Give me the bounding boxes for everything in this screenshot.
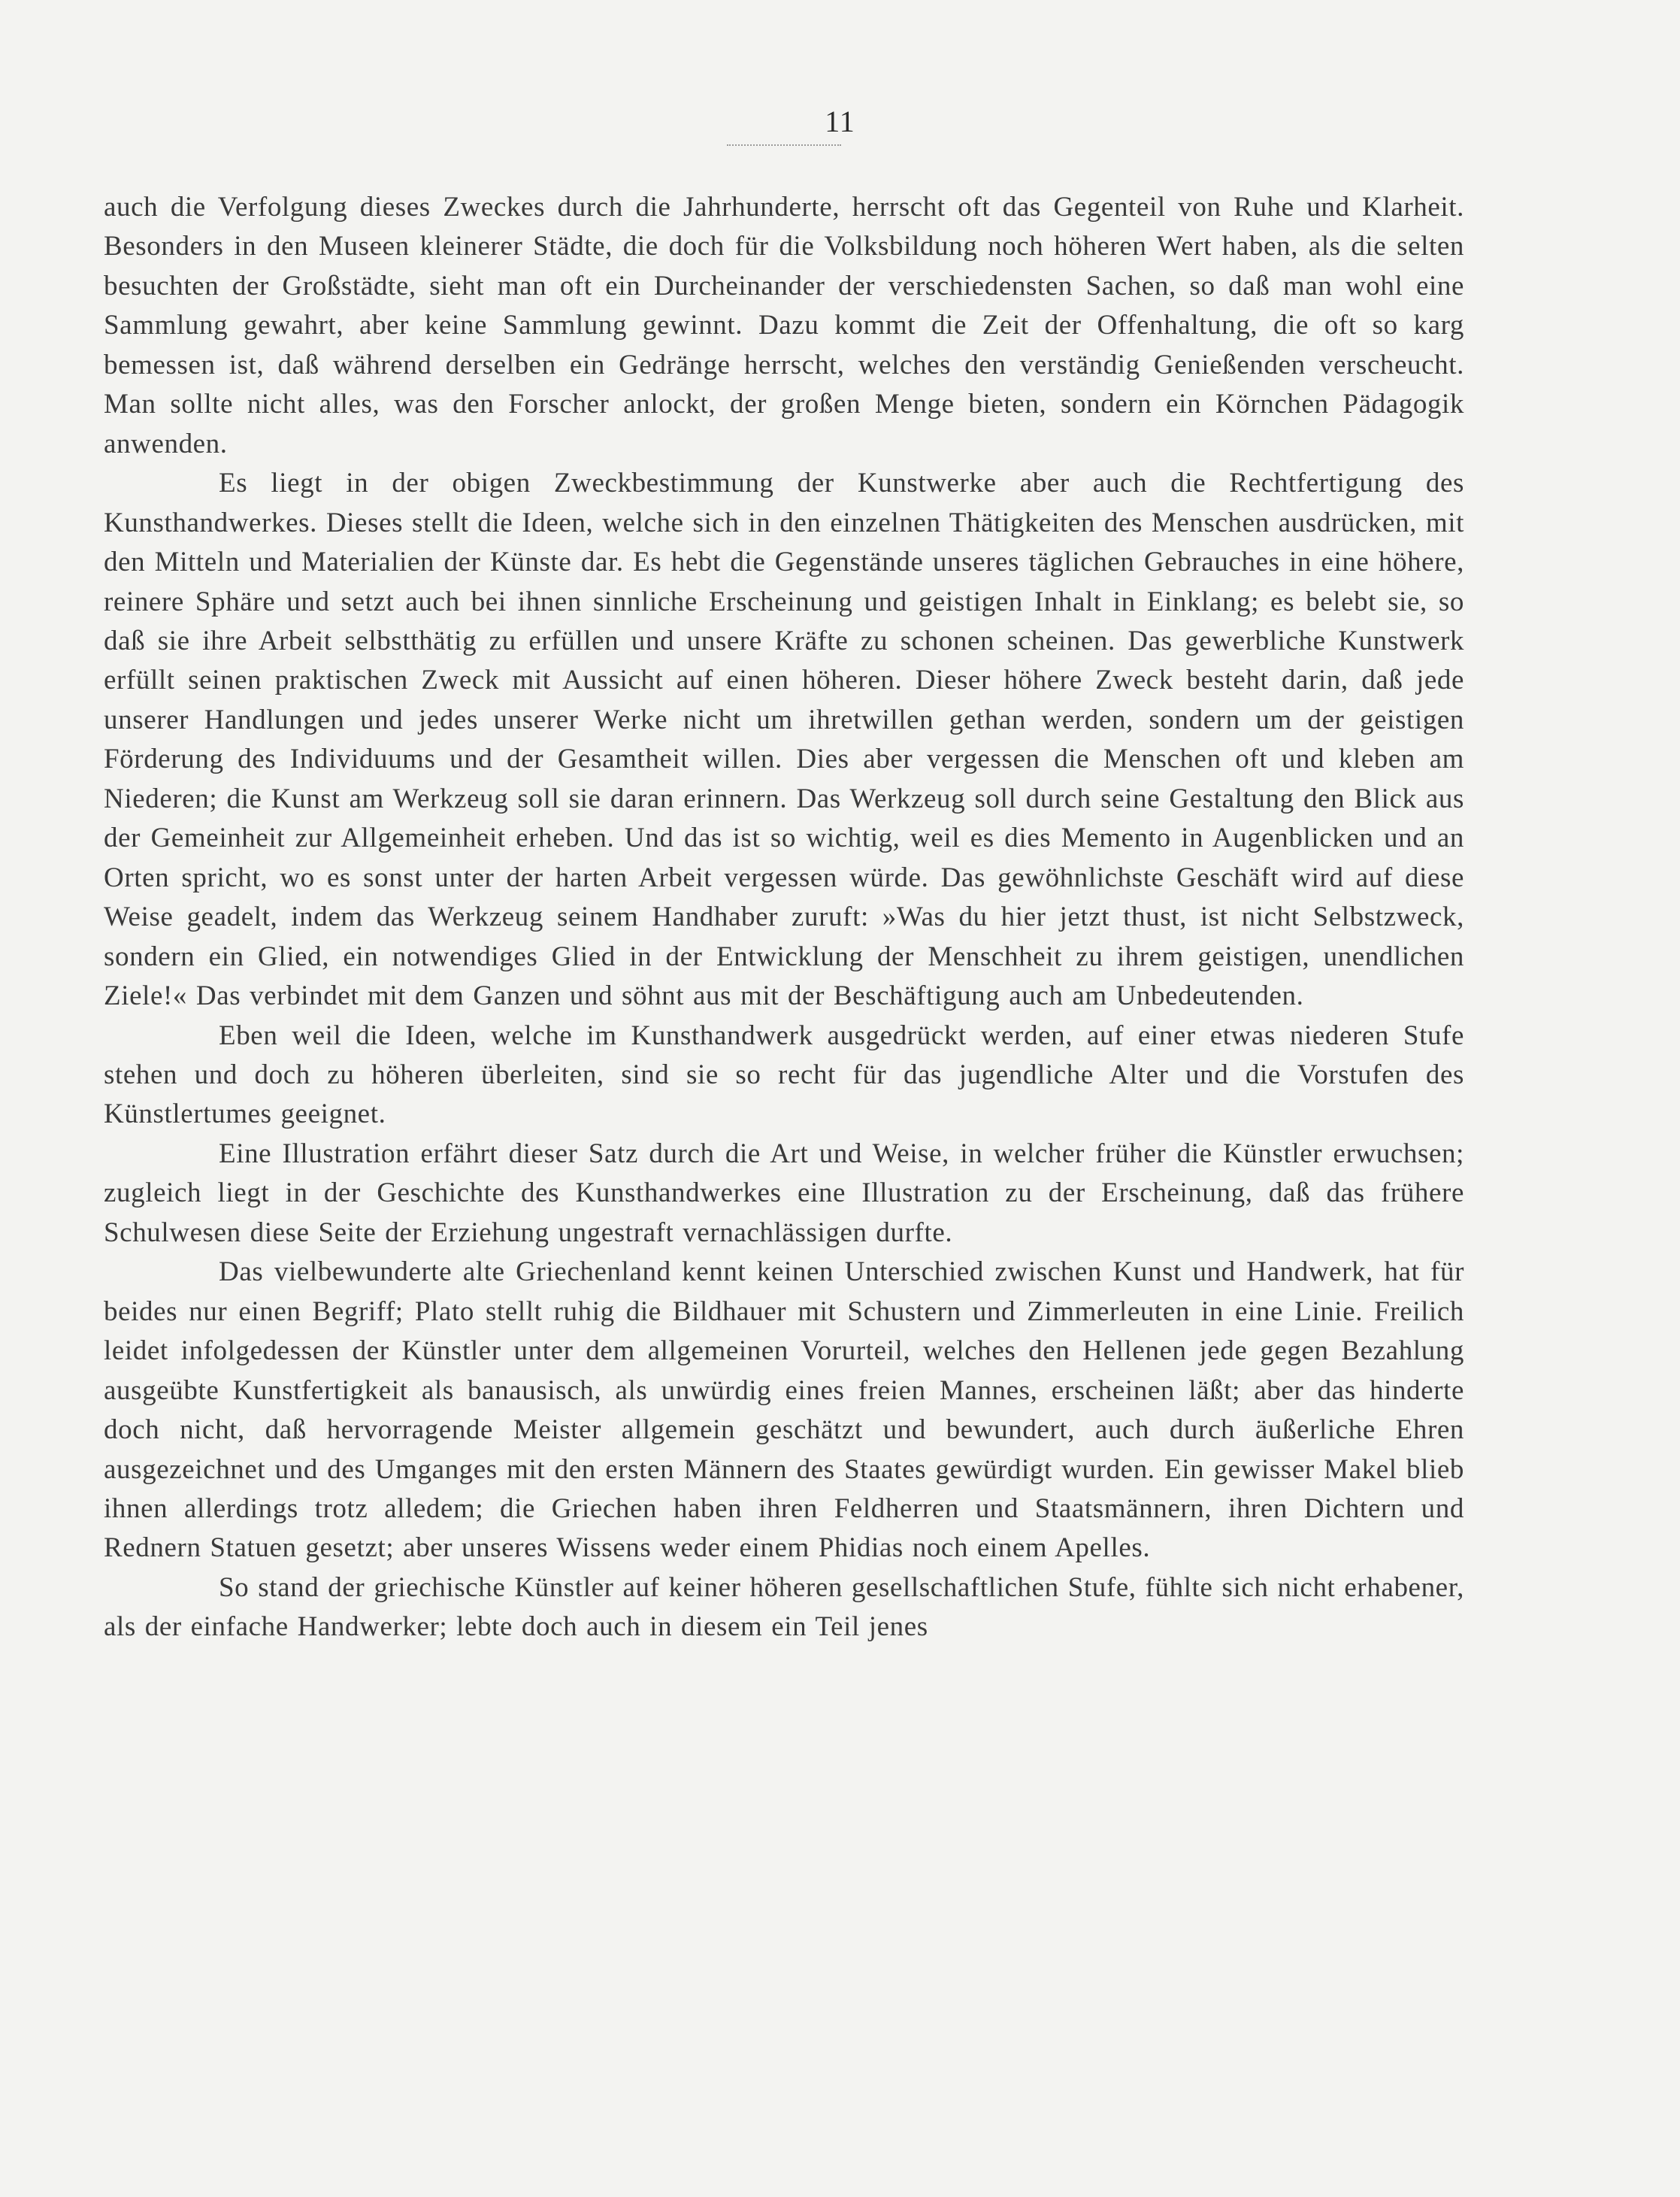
paragraph-illustration: Eine Illustration erfährt dieser Satz durch die Art und Weise, in welcher früher die Künstler erwuchsen; zugleich liegt in der Geschichte des Kunsthandwerkes eine Illustration zu der Erscheinung, daß das frühere Schulwesen diese Seite der Erziehung ungestraft vernachlässigen durfte. xyxy=(104,1138,1464,1248)
paragraph-ideen: Eben weil die Ideen, welche im Kunsthandwerk ausgedrückt werden, auf einer etwas niederen Stufe stehen und doch zu höheren überleiten, sind sie so recht für das jugendliche Alter und die Vorstufen des Künstlertumes geeignet. xyxy=(104,1020,1464,1130)
paragraph-continuation: auch die Verfolgung dieses Zweckes durch die Jahrhunderte, herrscht oft das Gegenteil von Ruhe und Klarheit. Besonders in den Museen kleinerer Städte, die doch für die Volksbildung noch höheren Wert haben, als die selten besuchten der Großstädte, sieht man oft ein Durcheinander der verschiedensten Sachen, so daß man wohl eine Sammlung gewahrt, aber keine Sammlung gewinnt. Dazu kommt die Zeit der Offenhaltung, die oft so karg bemessen ist, daß während derselben ein Gedränge herrscht, welches den verständig Genießenden verscheucht. Man sollte nicht alles, was den Forscher anlockt, der großen Menge bieten, sondern ein Körnchen Pädagogik anwenden. xyxy=(104,192,1464,459)
page-number: 11 xyxy=(825,105,855,138)
page-header xyxy=(0,104,1680,139)
paragraph-kunsthandwerk: Es liegt in der obigen Zweckbestimmung der Kunstwerke aber auch die Rechtfertigung des Kunsthandwerkes. Dieses stellt die Ideen, welche sich in den einzelnen Thätigkeiten des Menschen ausdrücken, mit den Mitteln und Materialien der Künste dar. Es hebt die Gegenstände unseres täglichen Gebrauches in eine höhere, reinere Sphäre und setzt auch bei ihnen sinnliche Erscheinung und geistigen Inhalt in Einklang; es belebt sie, so daß sie ihre Arbeit selbstthätig zu erfüllen und unsere Kräfte zu schonen scheinen. Das gewerbliche Kunstwerk erfüllt seinen praktischen Zweck mit Aussicht auf einen höheren. Dieser höhere Zweck besteht darin, daß jede unserer Handlungen und jedes unserer Werke nicht um ihretwillen gethan werden, sondern um der geistigen Förderung des Individuums und der Gesamtheit willen. Dies aber vergessen die Menschen oft und kleben am Niederen; die Kunst am Werkzeug soll sie daran erinnern. Das Werkzeug soll durch seine Gestaltung den Blick aus der Gemeinheit zur Allgemeinheit erheben. Und das ist so wichtig, weil es dies Memento in Augenblicken und an Orten spricht, wo es sonst unter der harten Arbeit vergessen würde. Das gewöhnlichste Geschäft wird auf diese Weise geadelt, indem das Werkzeug seinem Handhaber zuruft: »Was du hier jetzt thust, ist nicht Selbstzweck, sondern ein Glied, ein notwendiges Glied in der Entwicklung der Menschheit zu ihrem geistigen, unendlichen Ziele!« Das verbindet mit dem Ganzen und söhnt aus mit der Beschäftigung auch am Unbedeutenden. xyxy=(104,468,1464,1012)
body-text xyxy=(104,188,1464,1647)
paragraph-griechenland: Das vielbewunderte alte Griechenland kennt keinen Unterschied zwischen Kunst und Handwerk, hat für beides nur einen Begriff; Plato stellt ruhig die Bildhauer mit Schustern und Zimmerleuten in eine Linie. Freilich leidet infolgedessen der Künstler unter dem allgemeinen Vorurteil, welches den Hellenen jede gegen Bezahlung ausgeübte Kunstfertigkeit als banausisch, als unwürdig eines freien Mannes, erscheinen läßt; aber das hinderte doch nicht, daß hervorragende Meister allgemein geschätzt und bewundert, auch durch äußerliche Ehren ausgezeichnet und des Umganges mit den ersten Männern des Staates gewürdigt wurden. Ein gewisser Makel blieb ihnen allerdings trotz alledem; die Griechen haben ihren Feldherren und Staatsmännern, ihren Dichtern und Rednern Statuen gesetzt; aber unseres Wissens weder einem Phidias noch einem Apelles. xyxy=(104,1256,1464,1564)
paragraph-kuenstler: So stand der griechische Künstler auf keiner höheren gesellschaftlichen Stufe, fühlte sich nicht erhabener, als der einfache Handwerker; lebte doch auch in diesem ein Teil jenes xyxy=(104,1571,1464,1643)
page-number-underline xyxy=(727,144,841,146)
